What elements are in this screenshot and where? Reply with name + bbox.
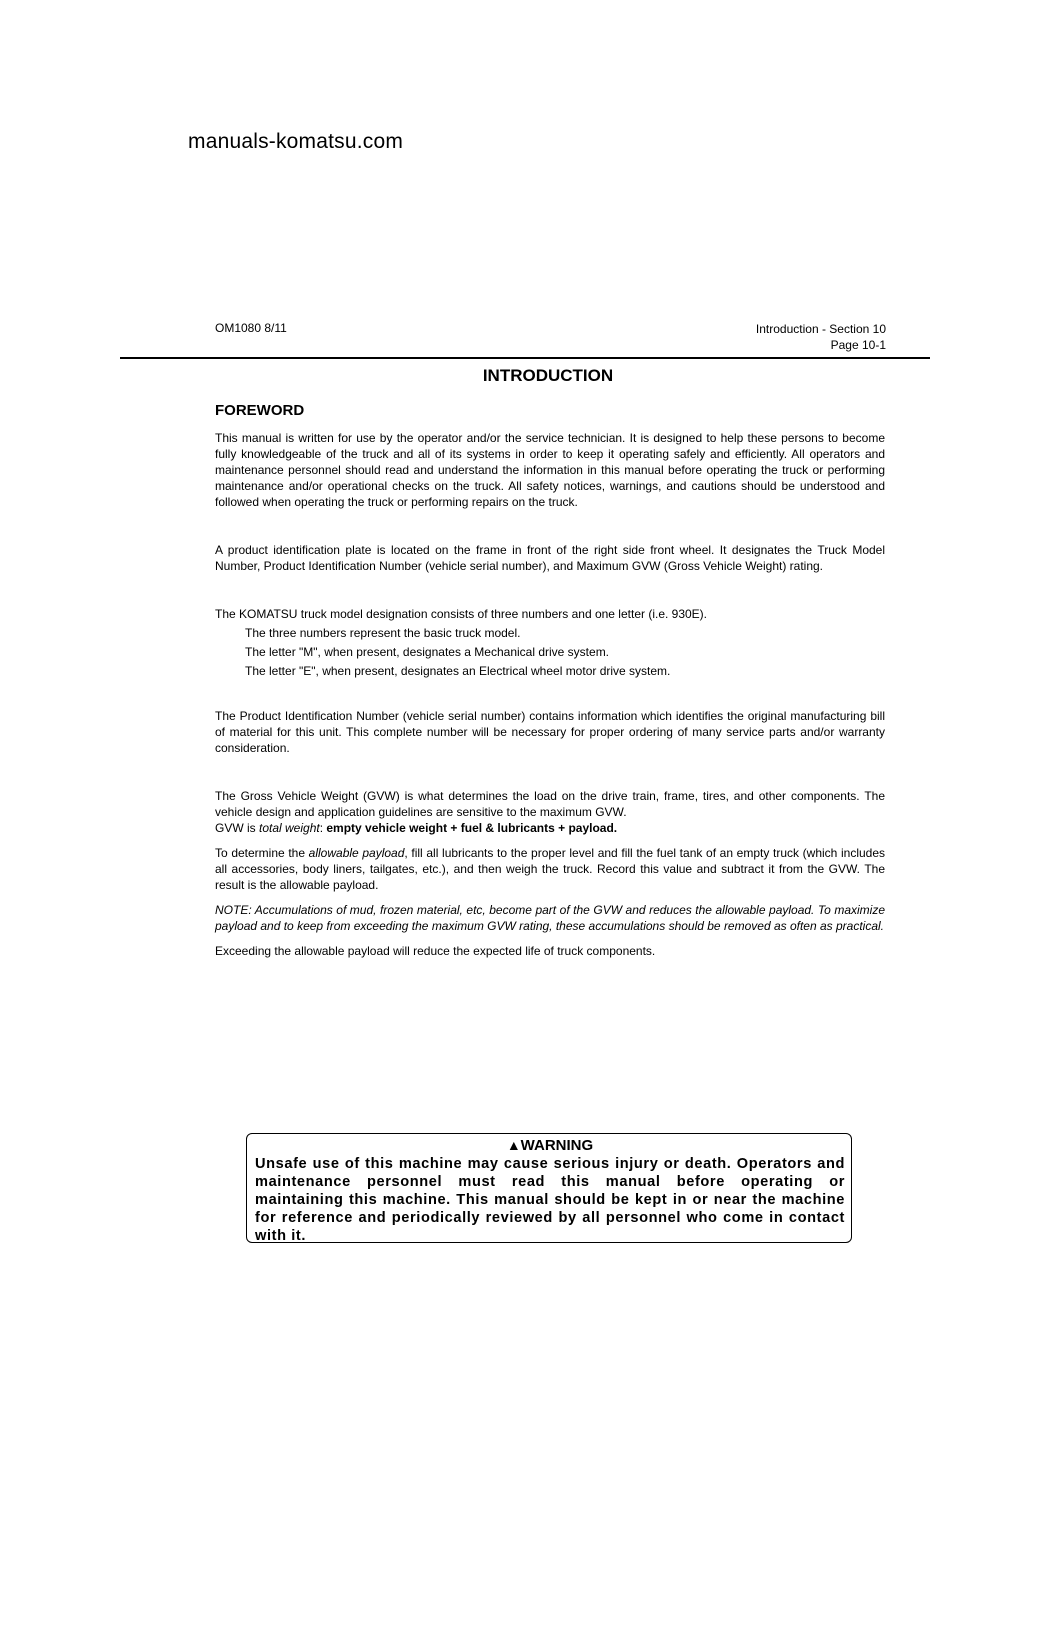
- warning-heading: ▲WARNING: [506, 1137, 594, 1154]
- warning-box: [246, 1133, 852, 1243]
- page-title: INTRODUCTION: [482, 366, 614, 385]
- paragraph-allowable-payload: To determine the allowable payload, fill all lubricants to the proper level and fill the fuel tank of an empty truck (which includes all accessories, body liners, tailgates, etc.), and then weigh the truck. Record this value and subtract it from the GVW. The result is the allowable payload.: [215, 846, 886, 892]
- paragraph-intro: This manual is written for use by the operator and/or the service technician. It is designed to help these persons to become fully knowledgeable of the truck and all of its systems in order to keep it operating safely and efficiently. All operators and maintenance personnel should read and understand the information in this manual before operating the truck or performing maintenance and/or operational checks on the truck. All safety notices, warnings, and cautions should be understood and followed when operating the truck or performing repairs on the truck.: [215, 431, 885, 509]
- warning-triangle-icon: ▲: [506, 1137, 521, 1153]
- warning-text: Unsafe use of this machine may cause serious injury or death. Operators and maintenance personnel must read this manual before operating or maintaining this machine. This manual should be kept in or near the machine for reference and periodically reviewed by all personnel who come in contact with it.: [255, 1156, 845, 1244]
- paragraph-payload-warning: Exceeding the allowable payload will reduce the expected life of truck components.: [215, 944, 656, 958]
- paragraph-gvw: The Gross Vehicle Weight (GVW) is what determines the load on the drive train, frame, tires, and other components. The vehicle design and application guidelines are sensitive to the maximum GVW.: [215, 789, 885, 819]
- main-content: [215, 403, 885, 959]
- paragraph-model-designation: The KOMATSU truck model designation consists of three numbers and one letter (i.e. 930E).: [215, 607, 708, 621]
- model-designation-list: [215, 625, 885, 679]
- paragraph-id-plate: A product identification plate is located on the frame in front of the right side front wheel. It designates the Truck Model Number, Product Identification Number (vehicle serial number), and Maximum GVW (Gross Vehicle Weight) rating.: [215, 543, 885, 573]
- page-number: Page 10-1: [830, 338, 886, 352]
- note-paragraph: NOTE: Accumulations of mud, frozen material, etc, become part of the GVW and reduces the allowable payload. To maximize payload and to keep from exceeding the maximum GVW rating, these accumulations should be removed as often as practical.: [215, 903, 885, 933]
- watermark-text: manuals-komatsu.com: [188, 130, 404, 153]
- paragraph-pin: The Product Identification Number (vehicle serial number) contains information which identifies the original manufacturing bill of material for this unit. This complete number will be necessary for proper ordering of many service parts and/or warranty consideration.: [215, 709, 885, 755]
- header-divider: [120, 357, 930, 359]
- document-code: OM1080 8/11: [215, 321, 287, 335]
- section-label: Introduction - Section 10: [755, 322, 886, 336]
- list-item: The letter "E", when present, designates an Electrical wheel motor drive system.: [245, 664, 671, 678]
- list-item: The letter "M", when present, designates a Mechanical drive system.: [245, 645, 610, 659]
- foreword-heading: FOREWORD: [215, 402, 305, 419]
- paragraph-gvw-formula: GVW is total weight: empty vehicle weight + fuel & lubricants + payload.: [215, 821, 618, 835]
- page-header-right: [756, 321, 886, 353]
- list-item: The three numbers represent the basic truck model.: [245, 626, 521, 640]
